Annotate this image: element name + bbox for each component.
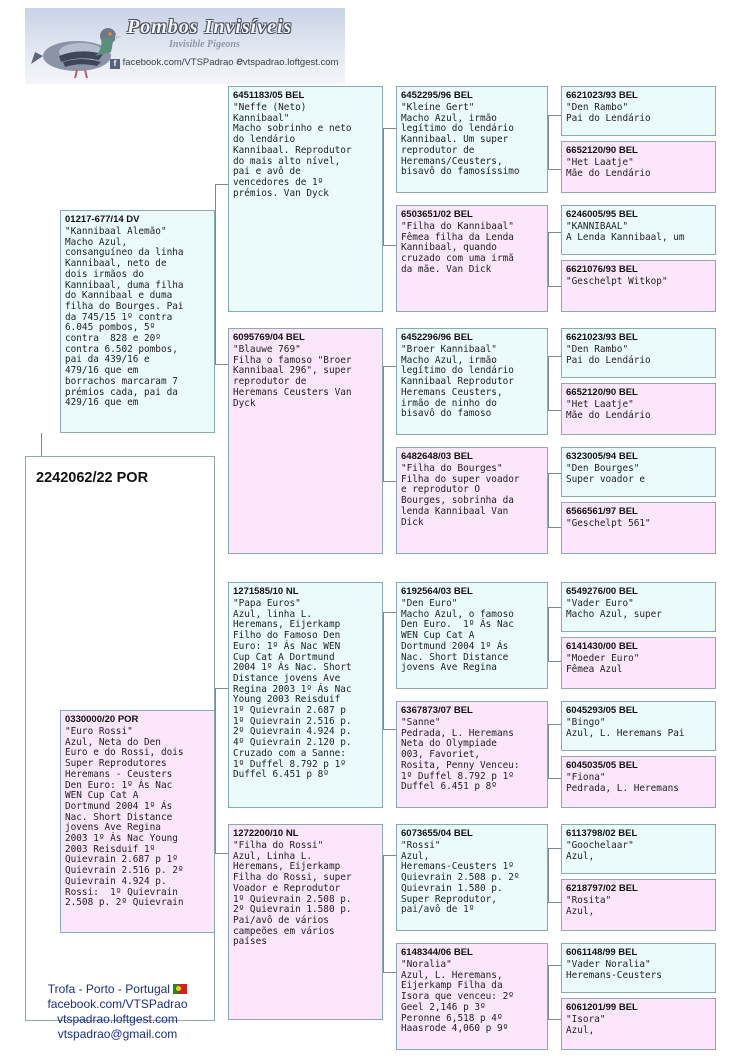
portugal-flag-icon <box>173 984 187 994</box>
ring-number: 6141430/00 BEL <box>566 641 638 652</box>
g4-card <box>561 205 716 255</box>
bird-description: "Den Rambo" Pai do Lendário <box>566 102 651 124</box>
bird-description: "Sanne" Pedrada, L. Heremans Neta do Olympiade 003, Favoriet, Rosita, Penny Venceu: 1º Duffel 8.792 p 1º Duffel 6.451 p 8º <box>401 717 520 793</box>
bird-description: "Fiona" Pedrada, L. Heremans <box>566 772 679 794</box>
ring-number: 6566561/97 BEL <box>566 506 638 517</box>
g4-card <box>561 328 716 378</box>
great-grandparent-card <box>396 582 548 689</box>
bird-description: "Blauwe 769" Filha o famoso "Broer Kannibaal 296", super reprodutor de Heremans Ceusters Van Dyck <box>233 344 352 409</box>
great-grandparent-card <box>396 824 548 931</box>
header-facebook-link[interactable]: facebook.com/VTSPadrao <box>122 57 234 68</box>
ring-number: 6451183/05 BEL <box>233 90 305 101</box>
g4-card <box>561 879 716 931</box>
bird-description: "KANNIBAAL" A Lenda Kannibaal, um <box>566 221 685 243</box>
grandparent-card <box>228 328 383 554</box>
ring-number: 6652120/90 BEL <box>566 145 638 156</box>
g4-card <box>561 824 716 874</box>
footer-site-link[interactable]: vtspadrao.loftgest.com <box>57 1012 178 1026</box>
subject-ring-number: 2242062/22 POR <box>36 470 149 486</box>
g4-card <box>561 383 716 435</box>
sire-ring-number: 01217-677/14 DV <box>65 214 140 225</box>
great-grandparent-card <box>396 447 548 554</box>
ring-number: 1272200/10 NL <box>233 828 299 839</box>
g4-card <box>561 502 716 554</box>
ring-number: 6367873/07 BEL <box>401 705 473 716</box>
great-grandparent-card <box>396 205 548 312</box>
grandparent-card <box>228 582 383 808</box>
bird-description: "Neffe (Neto) Kannibaal" Macho sobrinho e neto do lendário Kannibaal. Reprodutor do mais alto nível, pai e avô de vencedores de 1º prémios. Van Dyck <box>233 102 352 199</box>
bird-description: "Moeder Euro" Fêmea Azul <box>566 653 640 675</box>
site-header <box>25 8 345 84</box>
g4-card <box>561 998 716 1050</box>
g4-card <box>561 756 716 808</box>
g4-card <box>561 582 716 632</box>
ring-number: 6148344/06 BEL <box>401 947 473 958</box>
sire-card <box>60 210 215 433</box>
bird-description: "Filha do Bourges" Filha do super voador e reprodutor O Bourges, sobrinha da lenda Kannibaal Van Dick <box>401 463 520 528</box>
g4-card <box>561 701 716 751</box>
bird-description: "Kleine Gert" Macho Azul, irmão legítimo do lendário Kannibaal. Um super reprodutor de Heremans/Ceusters, bisavô do famosíssimo <box>401 102 520 178</box>
ring-number: 6452295/96 BEL <box>401 90 473 101</box>
great-grandparent-card <box>396 86 548 193</box>
bird-description: "Broer Kannibaal" Macho Azul, irmão legítimo do lendário Kannibaal Reprodutor Heremans Ceusters, irmão de ninho do bisavô do famoso <box>401 344 514 420</box>
bird-description: "Bingo" Azul, L. Heremans Pai <box>566 717 685 739</box>
dam-ring-number: 0330000/20 POR <box>65 714 139 725</box>
grandparent-card <box>228 86 383 312</box>
pigeon-logo-icon <box>29 12 129 82</box>
ring-number: 6073655/04 BEL <box>401 828 473 839</box>
great-grandparent-card <box>396 328 548 435</box>
bird-description: "Het Laatje" Mãe do Lendário <box>566 399 651 421</box>
g4-card <box>561 447 716 497</box>
bird-description: "Goochelaar" Azul, <box>566 840 634 862</box>
dam-description: "Euro Rossi" Azul, Neta do Den Euro e do Rossi, dois Super Reprodutores Heremans - Ceusters Den Euro: 1º Ás Nac WEN Cup Cat A Dortmund 2004 1º Ás Nac. Short Distance jovens Ave Regina 2003 1º Ás Nac Young 2003 Reisduif 1º Quievrain 2.687 p 1º Quievrain 2.516 p. 2º Quievrain 4.924 p. Rossi: 1º Quievrain 2.508 p. 2º Quievrain <box>65 726 184 909</box>
ring-number: 6482648/03 BEL <box>401 451 473 462</box>
bird-description: "Geschelpt 561" <box>566 518 651 529</box>
g4-card <box>561 943 716 993</box>
bird-description: "Rossi" Azul, Heremans-Ceusters 1º Quievrain 2.508 p. 2º Quievrain 1.580 p. Super Reprodutor, pai/avô de 1º <box>401 840 520 916</box>
g4-card <box>561 141 716 193</box>
ring-number: 6549276/00 BEL <box>566 586 638 597</box>
footer-email-link[interactable]: vtspadrao@gmail.com <box>57 1027 178 1041</box>
ring-number: 6095769/04 BEL <box>233 332 305 343</box>
bird-description: "Geschelpt Witkop" <box>566 276 668 287</box>
g4-card <box>561 86 716 136</box>
website-e-icon: e <box>236 54 243 68</box>
g4-card <box>561 637 716 689</box>
footer-location: Trofa - Porto - Portugal <box>47 982 170 996</box>
bird-description: "Filha do Kannibaal" Fêmea filha da Lenda Kannibaal, quando cruzado com uma irmã da mãe. Van Dick <box>401 221 514 275</box>
footer-location-line <box>25 982 210 997</box>
great-grandparent-card <box>396 701 548 808</box>
site-subtitle: Invisible Pigeons <box>169 39 240 50</box>
bird-description: "Isora" Azul, <box>566 1014 606 1036</box>
bird-description: "Papa Euros" Azul, linha L. Heremans, Eijerkamp Filho do Famoso Den Euro: 1º Ás Nac WEN Cup Cat A Dortmund 2004 1º Ás Nac. Short Distance jovens Ave Regina 2003 1º Ás Nac Young 2003 Reisduif 1º Quievrain 2.687 p 1º Quievrain 2.516 p. 2º Quievrain 4.924 p. 4º Quievrain 2.120 p. Cruzado com a Sanne: 1º Duffel 8.792 p 1º Duffel 6.451 p 8º <box>233 598 352 781</box>
bird-description: "Den Rambo" Pai do Lendário <box>566 344 651 366</box>
bird-description: "Rosita" Azul, <box>566 895 612 917</box>
ring-number: 6045035/05 BEL <box>566 760 638 771</box>
bird-description: "Den Bourges" Super voador e <box>566 463 646 485</box>
header-site-link[interactable]: vtspadrao.loftgest.com <box>242 57 339 68</box>
ring-number: 6621023/93 BEL <box>566 332 638 343</box>
header-links <box>110 54 338 69</box>
ring-number: 6621023/93 BEL <box>566 90 638 101</box>
bird-description: "Noralia" Azul, L. Heremans, Eijerkamp Filha da Isora que venceu: 2º Geel 2,146 p 3º Peronne 6,518 p 4º Haasrode 4,060 p 9º <box>401 959 514 1035</box>
contact-footer <box>25 982 210 1042</box>
sire-description: "Kannibaal Alemão" Macho Azul, consanguíneo da linha Kannibaal, neto de dois irmãos do Kannibaal, duma filha do Kannibaal e duma filha do Bourges. Pai da 745/15 1º contra 6.045 pombos, 5º contra 828 e 20º contra 6.502 pombos, pai da 439/16 e 479/16 que em borrachos marcaram 7 prémios cada, pai da 429/16 que em <box>65 226 184 409</box>
grandparent-card <box>228 824 383 1020</box>
great-grandparent-card <box>396 943 548 1050</box>
ring-number: 6503651/02 BEL <box>401 209 473 220</box>
ring-number: 6246005/95 BEL <box>566 209 638 220</box>
footer-facebook-link[interactable]: facebook.com/VTSPadrao <box>47 997 188 1011</box>
bird-description: "Den Euro" Macho Azul, o famoso Den Euro. 1º Ás Nac WEN Cup Cat A Dortmund 2004 1º Ás Nac. Short Distance jovens Ave Regina <box>401 598 514 674</box>
bird-description: "Filha do Rossi" Azul, Linha L. Heremans, Eijerkamp Filha do Rossi, super Voador e Reprodutor 1º Quievrain 2.508 p. 2º Quievrain 1.580 p. Pai/avô de vários campeões em vários países <box>233 840 352 948</box>
g4-card <box>561 260 716 312</box>
facebook-icon: f <box>110 59 120 69</box>
bird-description: "Het Laatje" Mãe do Lendário <box>566 157 651 179</box>
ring-number: 6192564/03 BEL <box>401 586 473 597</box>
ring-number: 1271585/10 NL <box>233 586 299 597</box>
ring-number: 6218797/02 BEL <box>566 883 638 894</box>
site-title: Pombos Invisíveis <box>127 16 293 38</box>
bird-description: "Vader Euro" Macho Azul, super <box>566 598 662 620</box>
ring-number: 6323005/94 BEL <box>566 451 638 462</box>
ring-number: 6652120/90 BEL <box>566 387 638 398</box>
ring-number: 6061148/99 BEL <box>566 947 638 958</box>
dam-card <box>60 710 215 933</box>
ring-number: 6621076/93 BEL <box>566 264 638 275</box>
bird-description: "Vader Noralia" Heremans-Ceusters <box>566 959 662 981</box>
ring-number: 6061201/99 BEL <box>566 1002 638 1013</box>
ring-number: 6113798/02 BEL <box>566 828 638 839</box>
ring-number: 6452296/96 BEL <box>401 332 473 343</box>
ring-number: 6045293/05 BEL <box>566 705 638 716</box>
